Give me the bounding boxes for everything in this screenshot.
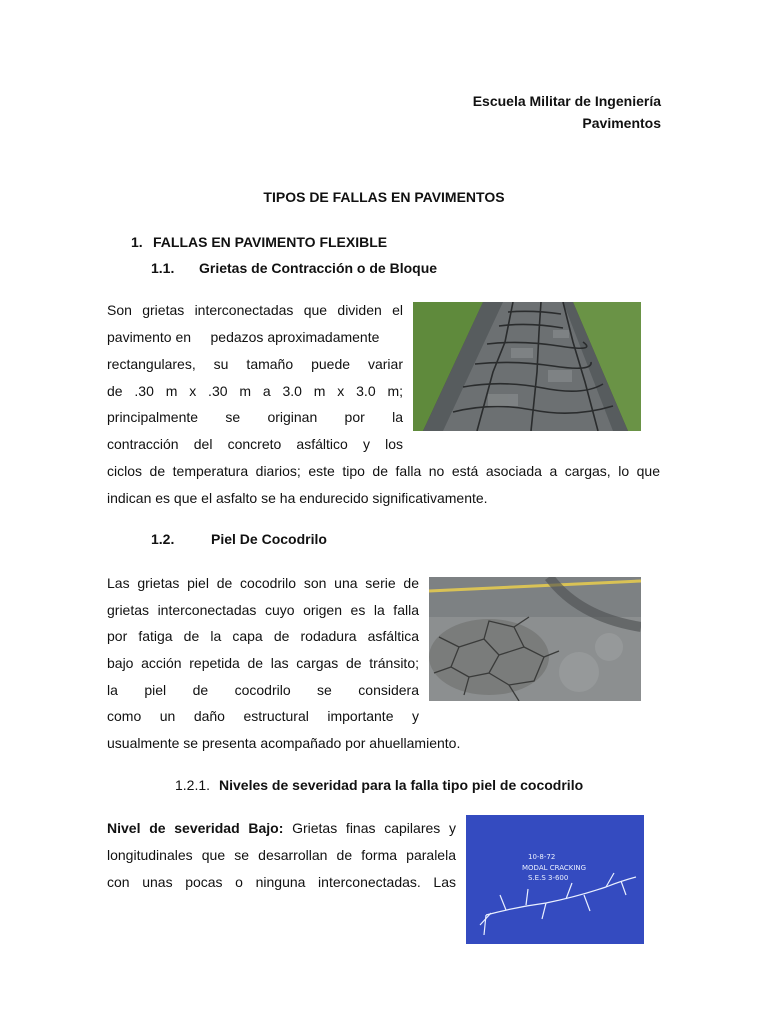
sub-1-2-1-heading: Niveles de severidad para la falla tipo piel de cocodrilo	[219, 777, 584, 793]
paragraph-line: Son grietas interconectadas que dividen el	[107, 302, 403, 318]
sub-1-1-number: 1.1.	[151, 260, 175, 276]
photo-annotation: 10-8-72	[528, 853, 556, 861]
paragraph-line: Las grietas piel de cocodrilo son una serie de	[107, 575, 419, 591]
paragraph-line: de .30 m x .30 m a 3.0 m x 3.0 m;	[107, 383, 403, 399]
severity-label: Nivel de severidad Bajo:	[107, 820, 284, 836]
paragraph-line: como un daño estructural importante y	[107, 708, 419, 724]
paragraph-line: ciclos de temperatura diarios; este tipo de falla no está asociada a cargas, lo que	[107, 463, 660, 479]
paragraph-line: contracción del concreto asfáltico y los	[107, 436, 403, 452]
header-school: Escuela Militar de Ingeniería	[472, 93, 661, 109]
paragraph-line: longitudinales que se desarrollan de forma paralela	[107, 847, 456, 863]
alligator-cracking-image	[429, 577, 641, 701]
paragraph-line: por fatiga de la capa de rodadura asfáltica	[107, 628, 419, 644]
header-subject: Pavimentos	[582, 115, 661, 131]
low-severity-crack-image	[466, 815, 644, 944]
severity-first-line	[107, 815, 456, 842]
sub-1-2-1-number: 1.2.1.	[175, 777, 211, 793]
block-cracking-photo	[413, 302, 641, 431]
paragraph-line: pavimento en pedazos aproximadamente	[107, 329, 380, 345]
section-1-heading: FALLAS EN PAVIMENTO FLEXIBLE	[153, 234, 388, 250]
paragraph-line: con unas pocas o ninguna interconectadas. Las	[107, 874, 456, 890]
block-cracking-image	[413, 302, 641, 431]
photo-annotation: S.E.S 3-600	[528, 874, 569, 882]
paragraph-line: usualmente se presenta acompañado por ahuellamiento.	[107, 735, 461, 751]
paragraph-line: grietas interconectadas cuyo origen es la falla	[107, 602, 419, 618]
paragraph-line: bajo acción repetida de las cargas de tránsito;	[107, 655, 419, 671]
paragraph-line: indican es que el asfalto se ha endurecido significativamente.	[107, 490, 488, 506]
section-1-number: 1.	[131, 234, 143, 250]
sub-1-2-number: 1.2.	[151, 531, 175, 547]
paragraph-line: principalmente se originan por la	[107, 409, 403, 425]
paragraph-line: rectangulares, su tamaño puede variar	[107, 356, 403, 372]
photo-annotation: MODAL CRACKING	[522, 864, 587, 872]
severity-first-line-text: Grietas finas capilares y	[283, 820, 456, 836]
sub-1-1-heading: Grietas de Contracción o de Bloque	[199, 260, 438, 276]
paragraph-line: la piel de cocodrilo se considera	[107, 682, 419, 698]
sub-1-2-heading: Piel De Cocodrilo	[211, 531, 327, 547]
alligator-cracking-photo	[429, 577, 641, 701]
low-severity-crack-photo	[466, 815, 644, 944]
page-title: TIPOS DE FALLAS EN PAVIMENTOS	[263, 189, 505, 205]
